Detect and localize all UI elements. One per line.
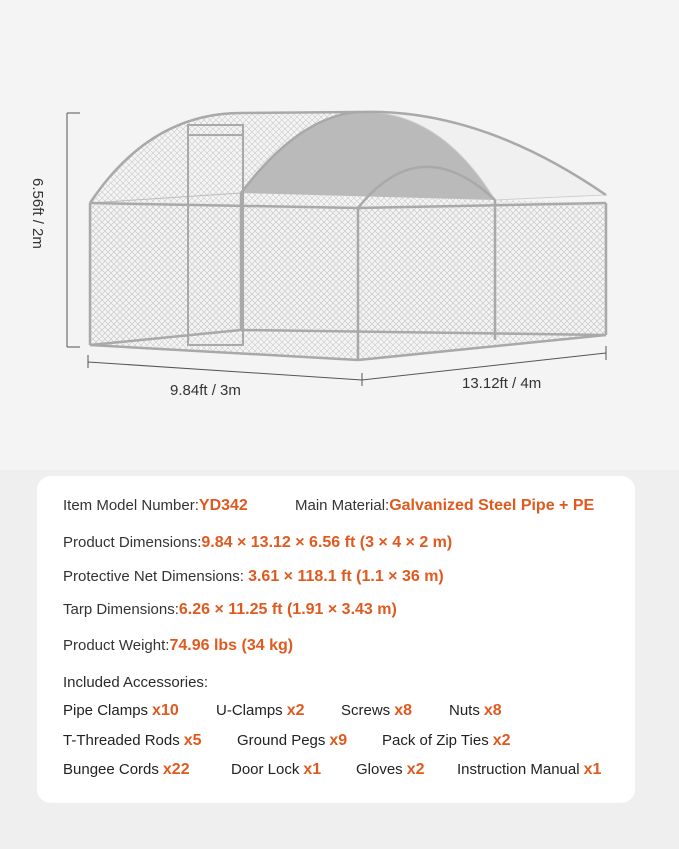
accessory-item: Instruction Manual x1 <box>457 761 602 778</box>
accessory-item: U-Clamps x2 <box>216 702 305 719</box>
product-weight-row <box>63 637 293 655</box>
accessory-item: Pipe Clamps x10 <box>63 702 179 719</box>
accessory-item: Screws x8 <box>341 702 412 719</box>
tarp-dimensions-row <box>63 601 397 619</box>
net-dimensions-label: Protective Net Dimensions: <box>63 568 244 585</box>
accessory-item: Ground Pegs x9 <box>237 732 348 749</box>
accessories-heading: Included Accessories: <box>63 674 209 691</box>
main-material-value: Galvanized Steel Pipe + PE <box>389 497 595 514</box>
product-weight-label: Product Weight: <box>63 637 170 654</box>
product-weight-value: 74.96 lbs (34 kg) <box>169 637 294 654</box>
model-number-value: YD342 <box>198 497 248 514</box>
product-dimensions-label: Product Dimensions: <box>63 534 202 551</box>
accessory-item: Pack of Zip Ties x2 <box>382 732 511 749</box>
width-dimension-label: 9.84ft / 3m <box>170 382 241 399</box>
tarp-dimensions-value: 6.26 × 11.25 ft (1.91 × 3.43 m) <box>178 601 397 618</box>
net-dimensions-row <box>63 568 444 586</box>
accessory-item: Door Lock x1 <box>231 761 322 778</box>
model-number-row <box>63 497 248 515</box>
main-material-row <box>295 497 594 515</box>
tarp-dimensions-label: Tarp Dimensions: <box>63 601 179 618</box>
product-dimensions-row <box>63 534 452 552</box>
accessory-item: Gloves x2 <box>356 761 425 778</box>
accessory-item: Nuts x8 <box>449 702 502 719</box>
main-material-label: Main Material: <box>295 497 390 514</box>
net-dimensions-value: 3.61 × 118.1 ft (1.1 × 36 m) <box>248 568 444 585</box>
product-dimensions-value: 9.84 × 13.12 × 6.56 ft (3 × 4 × 2 m) <box>201 534 453 551</box>
height-dimension-label: 6.56ft / 2m <box>29 178 46 249</box>
accessory-item: Bungee Cords x22 <box>63 761 190 778</box>
specifications-card <box>37 476 635 803</box>
length-dimension-label: 13.12ft / 4m <box>462 375 542 392</box>
accessory-item: T-Threaded Rods x5 <box>63 732 202 749</box>
model-number-label: Item Model Number: <box>63 497 199 514</box>
